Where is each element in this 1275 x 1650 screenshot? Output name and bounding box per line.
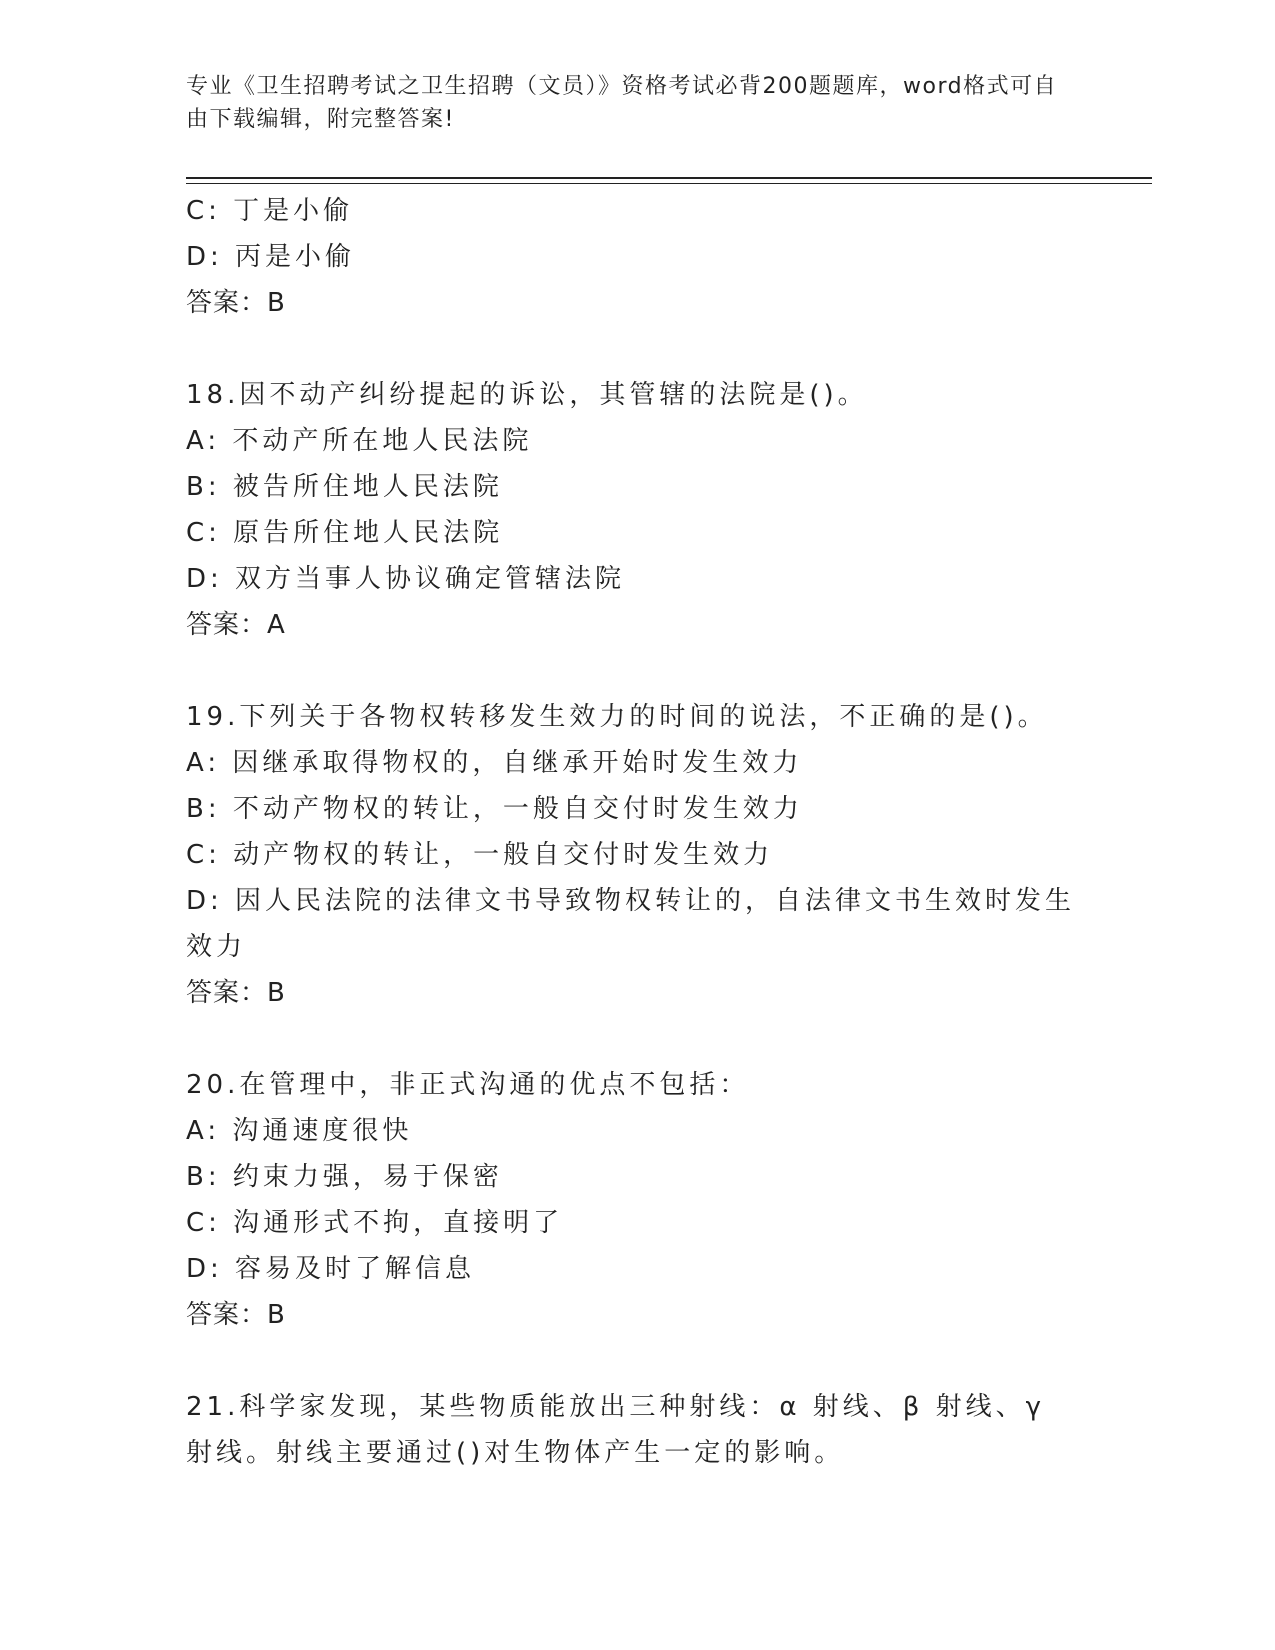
question-21 bbox=[186, 1384, 1086, 1476]
option-b: B: 不动产物权的转让，一般自交付时发生效力 bbox=[186, 794, 803, 824]
option-a: A: 因继承取得物权的，自继承开始时发生效力 bbox=[186, 748, 803, 778]
option-d: D: 因人民法院的法律文书导致物权转让的，自法律文书生效时发生效力 bbox=[186, 886, 1076, 962]
answer-line: 答案：B bbox=[186, 978, 286, 1008]
question-stem: 20.在管理中，非正式沟通的优点不包括： bbox=[186, 1070, 750, 1100]
option-a: A: 不动产所在地人民法院 bbox=[186, 426, 533, 456]
question-stem: 18.因不动产纠纷提起的诉讼，其管辖的法院是()。 bbox=[186, 380, 868, 410]
header-rule-thick bbox=[186, 177, 1152, 179]
answer-line: 答案：A bbox=[186, 610, 286, 640]
option-c: C: 丁是小偷 bbox=[186, 196, 354, 226]
question-stem: 21.科学家发现，某些物质能放出三种射线：α 射线、β 射线、γ 射线。射线主要通过()对生物体产生一定的影响。 bbox=[186, 1392, 1045, 1468]
page-header: 专业《卫生招聘考试之卫生招聘（文员）》资格考试必背200题题库，word格式可自由下载编辑，附完整答案! bbox=[186, 74, 1058, 132]
spacer bbox=[186, 1338, 1086, 1384]
question-18 bbox=[186, 372, 1086, 648]
answer-line: 答案：B bbox=[186, 288, 286, 318]
spacer bbox=[186, 326, 1086, 372]
question-stem: 19.下列关于各物权转移发生效力的时间的说法，不正确的是()。 bbox=[186, 702, 1048, 732]
option-c: C: 原告所住地人民法院 bbox=[186, 518, 504, 548]
question-content bbox=[186, 188, 1086, 1476]
question-20 bbox=[186, 1062, 1086, 1338]
question-17-tail bbox=[186, 188, 1086, 326]
option-c: C: 动产物权的转让，一般自交付时发生效力 bbox=[186, 840, 774, 870]
spacer bbox=[186, 1016, 1086, 1062]
header-rule-thin bbox=[186, 183, 1152, 184]
question-19 bbox=[186, 694, 1086, 1016]
spacer bbox=[186, 648, 1086, 694]
option-b: B: 约束力强，易于保密 bbox=[186, 1162, 503, 1192]
answer-line: 答案：B bbox=[186, 1300, 286, 1330]
option-d: D: 丙是小偷 bbox=[186, 242, 356, 272]
option-c: C: 沟通形式不拘，直接明了 bbox=[186, 1208, 564, 1238]
option-b: B: 被告所住地人民法院 bbox=[186, 472, 503, 502]
option-d: D: 双方当事人协议确定管辖法院 bbox=[186, 564, 626, 594]
option-d: D: 容易及时了解信息 bbox=[186, 1254, 476, 1284]
option-a: A: 沟通速度很快 bbox=[186, 1116, 413, 1146]
